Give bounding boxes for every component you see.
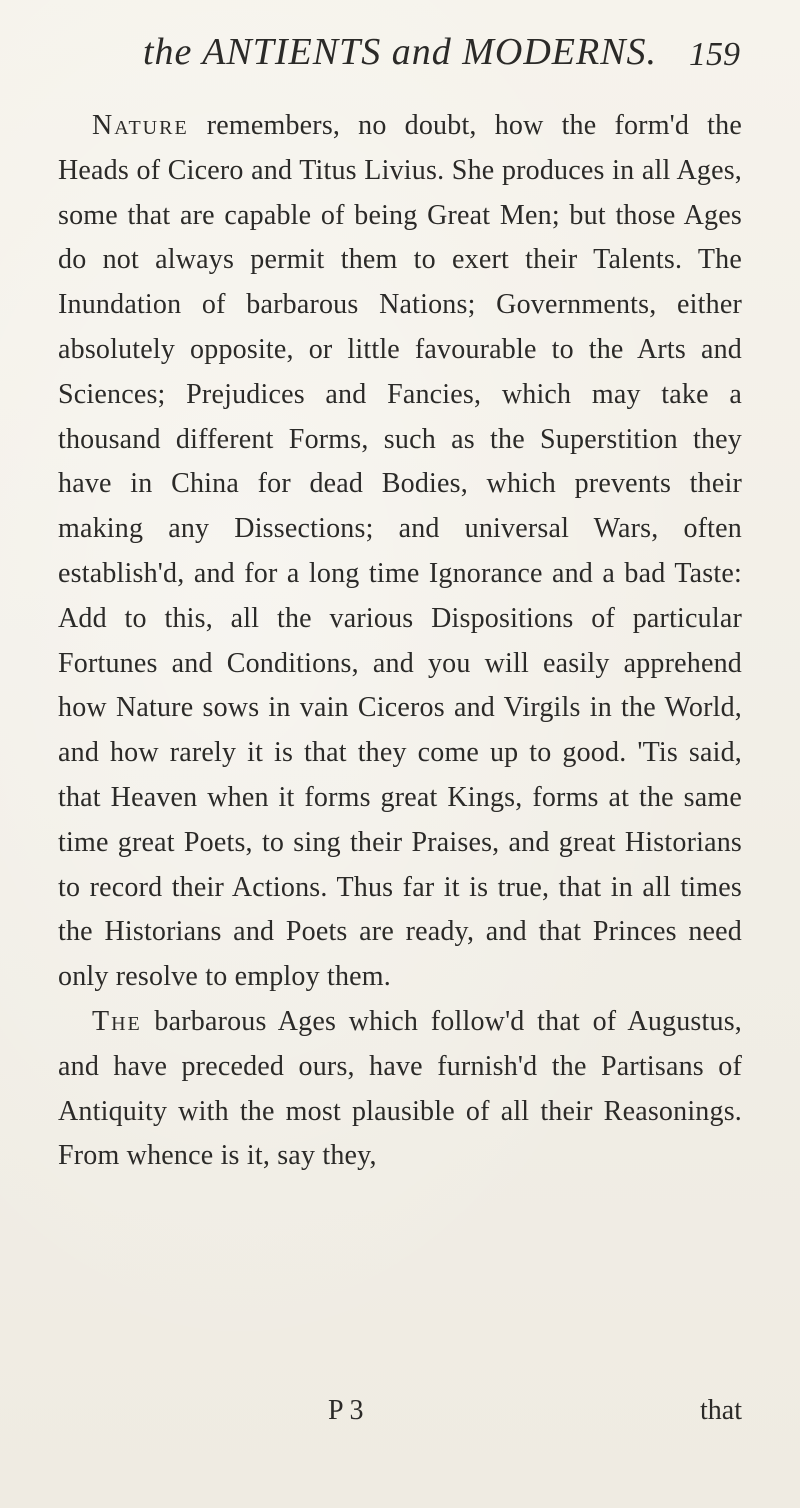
running-head: the ANTIENTS and MODERNS. xyxy=(142,31,658,73)
body-text xyxy=(58,104,742,1179)
page-number: 159 xyxy=(689,36,740,73)
paragraph-1 xyxy=(58,104,742,1000)
page-header xyxy=(60,30,740,94)
paragraph-1-lead: Nature xyxy=(92,110,189,141)
signature-mark: P 3 xyxy=(328,1395,364,1426)
paragraph-2 xyxy=(58,1000,742,1179)
paragraph-2-text: barbarous Ages which follow'd that of Augustus, and have preceded ours, have furnish'd the Partisans of Antiquity with the most plausible of all their Reasonings. From whence is it, say they, xyxy=(58,1005,742,1172)
paragraph-2-lead: The xyxy=(92,1005,142,1037)
catchword: that xyxy=(700,1395,742,1426)
page-footer xyxy=(58,1395,742,1445)
paragraph-1-text: remembers, no doubt, how the form'd the Heads of Cicero and Titus Livius. She produces in all Ages, some that are capable of being Great Men; but those Ages do not always permit them to exert their Talents. The Inundation of barbarous Nations; Governments, either absolutely opposite, or little favourable to the Arts and Sciences; Prejudices and Fancies, which may take a thousand different Forms, such as the Superstition they have in China for dead Bodies, which prevents their making any Dissections; and universal Wars, often establish'd, and for a long time Ignorance and a bad Taste: Add to this, all the various Dispositions of particular Fortunes and Conditions, and you will easily apprehend how Nature sows in vain Ciceros and Virgils in the World, and how rarely it is that they come up to good. 'Tis said, that Heaven when it forms great Kings, forms at the same time great Poets, to sing their Praises, and great Historians to record their Actions. Thus far it is true, that in all times the Historians and Poets are ready, and that Princes need only resolve to employ them. xyxy=(58,110,742,993)
